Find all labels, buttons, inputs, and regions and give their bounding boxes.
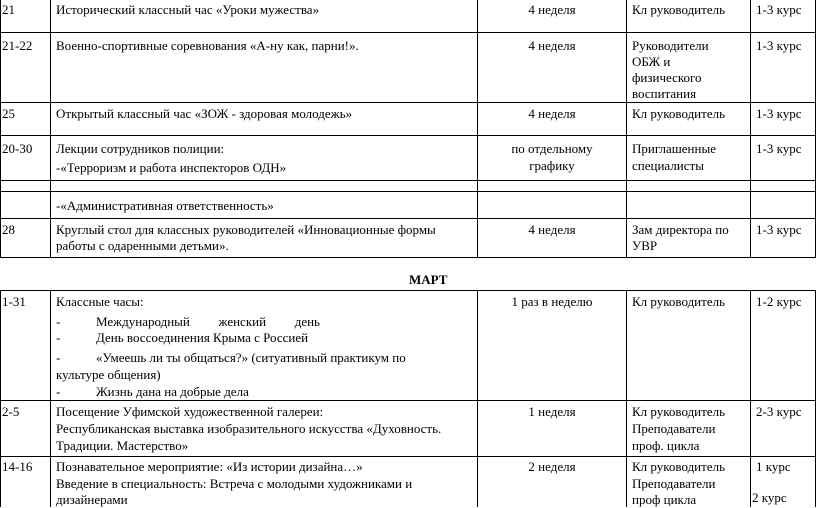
row-border xyxy=(0,456,816,457)
row-number: 2-5 xyxy=(2,404,20,419)
row-number: 14-16 xyxy=(2,459,33,474)
list-item-word: Международный xyxy=(96,314,190,329)
term-text: 1 раз в неделю xyxy=(511,294,593,309)
term-text: 4 неделя xyxy=(528,106,576,121)
event-text: -«Административная ответственность» xyxy=(56,198,274,213)
event-text: работы с одаренными детьми». xyxy=(56,238,229,253)
list-item: «Умеешь ли ты общаться?» (ситуативный практикум по xyxy=(96,350,406,365)
row-number: 25 xyxy=(2,106,15,121)
responsible-text: Зам директора по xyxy=(632,222,729,237)
list-dash: - xyxy=(56,314,61,329)
row-number: 21 xyxy=(2,2,15,17)
row-border xyxy=(0,290,816,291)
list-item: культуре общения) xyxy=(56,367,161,382)
term-text: по отдельному xyxy=(511,141,593,156)
course-text: 1-3 курс xyxy=(756,38,802,53)
responsible-text: ОБЖ и xyxy=(632,54,671,69)
course-text: 2-3 курс xyxy=(756,404,802,419)
responsible-text: Преподаватели xyxy=(632,476,716,491)
responsible-text: Кл руководитель xyxy=(632,2,726,17)
responsible-text: Приглашенные xyxy=(632,141,716,156)
event-text: Введение в специальность: Встреча с молодыми художниками и xyxy=(56,476,413,491)
event-text: Военно-спортивные соревнования «А-ну как, парни!». xyxy=(56,38,359,53)
responsible-text: Преподаватели xyxy=(632,421,716,436)
responsible-text: физического xyxy=(632,70,702,85)
course-text: 1-2 курс xyxy=(756,294,802,309)
row-number: 21-22 xyxy=(2,38,33,53)
grid-line xyxy=(50,290,51,507)
course-text: 2 курс xyxy=(752,490,787,505)
responsible-text: проф. цикла xyxy=(632,438,700,453)
responsible-text: Руководители xyxy=(632,38,709,53)
list-item xyxy=(96,314,320,330)
event-text: дизайнерами xyxy=(56,492,128,507)
row-number: 20-30 xyxy=(2,141,33,156)
event-text: Открытый классный час «ЗОЖ - здоровая молодежь» xyxy=(56,106,353,121)
course-text: 1 курс xyxy=(756,459,791,474)
row-border xyxy=(0,218,816,219)
responsible-text: УВР xyxy=(632,238,658,253)
term-text: графику xyxy=(529,158,575,173)
term-text: 4 неделя xyxy=(528,38,576,53)
row-number: 1-31 xyxy=(2,294,26,309)
course-text: 1-3 курс xyxy=(756,222,802,237)
event-text: -«Терроризм и работа инспекторов ОДН» xyxy=(56,160,287,175)
responsible-text: проф цикла xyxy=(632,492,697,507)
list-item-word: день xyxy=(294,314,320,329)
term-text: 1 неделя xyxy=(528,404,576,419)
section-title: МАРТ xyxy=(409,272,448,287)
event-text: Познавательное мероприятие: «Из истории дизайна…» xyxy=(56,459,363,474)
term-text: 4 неделя xyxy=(528,2,576,17)
responsible-text: специалисты xyxy=(632,158,704,173)
list-dash: - xyxy=(56,384,61,399)
row-border xyxy=(0,191,816,192)
responsible-text: воспитания xyxy=(632,86,697,101)
row-border xyxy=(0,135,816,136)
responsible-text: Кл руководитель xyxy=(632,459,726,474)
row-border xyxy=(0,257,816,258)
row-number: 28 xyxy=(2,222,15,237)
course-text: 1-3 курс xyxy=(756,106,802,121)
list-dash: - xyxy=(56,330,61,345)
event-text: Лекции сотрудников полиции: xyxy=(56,141,225,156)
event-text: Традиции. Мастерство» xyxy=(56,438,189,453)
event-text: Круглый стол для классных руководителей «Инновационные формы xyxy=(56,222,436,237)
grid-line xyxy=(626,290,627,507)
responsible-text: Кл руководитель xyxy=(632,404,726,419)
grid-line xyxy=(0,290,1,507)
list-item: Жизнь дана на добрые дела xyxy=(96,384,249,399)
responsible-text: Кл руководитель xyxy=(632,294,726,309)
event-text: Классные часы: xyxy=(56,294,144,309)
list-item: День воссоединения Крыма с Россией xyxy=(96,330,309,345)
list-dash: - xyxy=(56,350,61,365)
event-text: Республиканская выставка изобразительного искусства «Духовность. xyxy=(56,421,442,436)
row-border xyxy=(0,102,816,103)
row-border xyxy=(0,32,816,33)
event-text: Исторический классный час «Уроки мужества» xyxy=(56,2,320,17)
row-border xyxy=(0,400,816,401)
term-text: 2 неделя xyxy=(528,459,576,474)
event-text: Посещение Уфимской художественной галереи: xyxy=(56,404,324,419)
term-text: 4 неделя xyxy=(528,222,576,237)
responsible-text: Кл руководитель xyxy=(632,106,726,121)
list-item-word: женский xyxy=(218,314,267,329)
course-text: 1-3 курс xyxy=(756,2,802,17)
grid-line xyxy=(750,290,751,507)
course-text: 1-3 курс xyxy=(756,141,802,156)
row-border xyxy=(0,180,816,181)
